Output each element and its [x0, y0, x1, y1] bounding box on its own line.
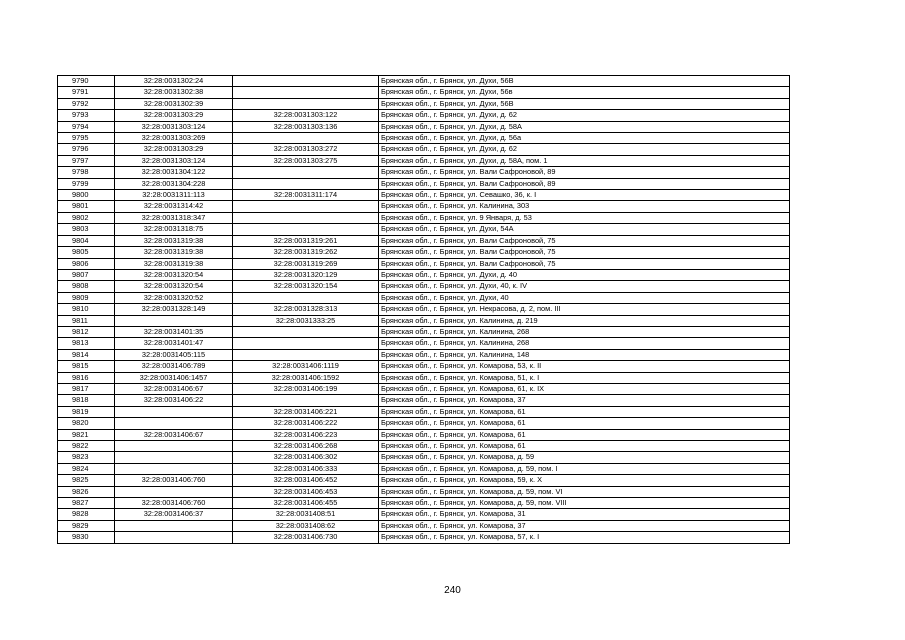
registry-table-body [58, 76, 790, 544]
object-number-cell: 32:28:0031406:333 [233, 463, 379, 474]
cadastral-number-cell: 32:28:0031406:789 [115, 361, 233, 372]
table-row [58, 258, 790, 269]
cadastral-number-cell [115, 315, 233, 326]
table-row [58, 326, 790, 337]
object-number-cell: 32:28:0031406:302 [233, 452, 379, 463]
cadastral-number-cell: 32:28:0031304:228 [115, 178, 233, 189]
object-number-cell [233, 349, 379, 360]
object-number-cell: 32:28:0031406:1592 [233, 372, 379, 383]
address-cell: Брянская обл., г. Брянск, ул. Духи, 40, к. IV [379, 281, 790, 292]
table-row [58, 178, 790, 189]
row-number-cell: 9804 [58, 235, 115, 246]
row-number-cell: 9805 [58, 247, 115, 258]
table-row [58, 76, 790, 87]
cadastral-number-cell [115, 463, 233, 474]
row-number-cell: 9828 [58, 509, 115, 520]
row-number-cell: 9790 [58, 76, 115, 87]
table-row [58, 121, 790, 132]
table-row [58, 110, 790, 121]
table-row [58, 292, 790, 303]
cadastral-number-cell: 32:28:0031304:122 [115, 167, 233, 178]
object-number-cell: 32:28:0031333:25 [233, 315, 379, 326]
object-number-cell: 32:28:0031319:269 [233, 258, 379, 269]
row-number-cell: 9822 [58, 441, 115, 452]
object-number-cell: 32:28:0031406:455 [233, 498, 379, 509]
table-row [58, 486, 790, 497]
object-number-cell: 32:28:0031320:129 [233, 269, 379, 280]
address-cell: Брянская обл., г. Брянск, ул. Комарова, 31 [379, 509, 790, 520]
row-number-cell: 9815 [58, 361, 115, 372]
table-row [58, 269, 790, 280]
table-row [58, 406, 790, 417]
address-cell: Брянская обл., г. Брянск, ул. Калинина, 303 [379, 201, 790, 212]
cadastral-number-cell: 32:28:0031401:47 [115, 338, 233, 349]
row-number-cell: 9791 [58, 87, 115, 98]
object-number-cell [233, 98, 379, 109]
address-cell: Брянская обл., г. Брянск, ул. Калинина, д. 219 [379, 315, 790, 326]
row-number-cell: 9818 [58, 395, 115, 406]
object-number-cell [233, 178, 379, 189]
address-cell: Брянская обл., г. Брянск, ул. Духи, 56В [379, 98, 790, 109]
address-cell: Брянская обл., г. Брянск, ул. Духи, 56В [379, 76, 790, 87]
cadastral-number-cell: 32:28:0031303:29 [115, 144, 233, 155]
object-number-cell [233, 224, 379, 235]
address-cell: Брянская обл., г. Брянск, ул. Духи, д. 62 [379, 110, 790, 121]
row-number-cell: 9814 [58, 349, 115, 360]
cadastral-number-cell: 32:28:0031328:149 [115, 304, 233, 315]
object-number-cell: 32:28:0031406:222 [233, 418, 379, 429]
cadastral-number-cell [115, 418, 233, 429]
row-number-cell: 9800 [58, 190, 115, 201]
address-cell: Брянская обл., г. Брянск, ул. Комарова, 59, к. X [379, 475, 790, 486]
table-row [58, 235, 790, 246]
table-row [58, 498, 790, 509]
address-cell: Брянская обл., г. Брянск, ул. Духи, 56в [379, 87, 790, 98]
table-row [58, 212, 790, 223]
object-number-cell [233, 201, 379, 212]
cadastral-number-cell: 32:28:0031320:54 [115, 269, 233, 280]
object-number-cell: 32:28:0031406:268 [233, 441, 379, 452]
object-number-cell [233, 167, 379, 178]
row-number-cell: 9801 [58, 201, 115, 212]
object-number-cell [233, 133, 379, 144]
table-row [58, 98, 790, 109]
table-row [58, 155, 790, 166]
cadastral-number-cell: 32:28:0031302:39 [115, 98, 233, 109]
registry-table [57, 75, 790, 544]
address-cell: Брянская обл., г. Брянск, ул. Комарова, д. 59, пом. VIII [379, 498, 790, 509]
address-cell: Брянская обл., г. Брянск, ул. Комарова, 57, к. I [379, 532, 790, 543]
row-number-cell: 9796 [58, 144, 115, 155]
address-cell: Брянская обл., г. Брянск, ул. Комарова, д. 59, пом. I [379, 463, 790, 474]
cadastral-number-cell: 32:28:0031406:760 [115, 498, 233, 509]
object-number-cell: 32:28:0031303:122 [233, 110, 379, 121]
cadastral-number-cell: 32:28:0031314:42 [115, 201, 233, 212]
row-number-cell: 9812 [58, 326, 115, 337]
object-number-cell [233, 292, 379, 303]
cadastral-number-cell: 32:28:0031320:52 [115, 292, 233, 303]
row-number-cell: 9823 [58, 452, 115, 463]
table-row [58, 395, 790, 406]
address-cell: Брянская обл., г. Брянск, ул. Калинина, 268 [379, 326, 790, 337]
row-number-cell: 9809 [58, 292, 115, 303]
address-cell: Брянская обл., г. Брянск, ул. Вали Сафроновой, 89 [379, 178, 790, 189]
cadastral-number-cell: 32:28:0031302:24 [115, 76, 233, 87]
cadastral-number-cell: 32:28:0031303:124 [115, 155, 233, 166]
cadastral-number-cell: 32:28:0031406:760 [115, 475, 233, 486]
address-cell: Брянская обл., г. Брянск, ул. Духи, д. 58А [379, 121, 790, 132]
address-cell: Брянская обл., г. Брянск, ул. Комарова, 53, к. II [379, 361, 790, 372]
row-number-cell: 9793 [58, 110, 115, 121]
address-cell: Брянская обл., г. Брянск, ул. Севашко, 36, к. I [379, 190, 790, 201]
table-row [58, 383, 790, 394]
object-number-cell: 32:28:0031408:62 [233, 520, 379, 531]
address-cell: Брянская обл., г. Брянск, ул. Комарова, 61 [379, 429, 790, 440]
table-row [58, 452, 790, 463]
address-cell: Брянская обл., г. Брянск, ул. Комарова, 61, к. IX [379, 383, 790, 394]
row-number-cell: 9794 [58, 121, 115, 132]
cadastral-number-cell: 32:28:0031406:37 [115, 509, 233, 520]
cadastral-number-cell: 32:28:0031320:54 [115, 281, 233, 292]
table-row [58, 338, 790, 349]
object-number-cell: 32:28:0031406:199 [233, 383, 379, 394]
table-row [58, 247, 790, 258]
cadastral-number-cell [115, 406, 233, 417]
table-row [58, 441, 790, 452]
address-cell: Брянская обл., г. Брянск, ул. Комарова, 51, к. I [379, 372, 790, 383]
address-cell: Брянская обл., г. Брянск, ул. 9 Января, д. 53 [379, 212, 790, 223]
table-row [58, 224, 790, 235]
row-number-cell: 9810 [58, 304, 115, 315]
cadastral-number-cell: 32:28:0031406:67 [115, 429, 233, 440]
object-number-cell: 32:28:0031320:154 [233, 281, 379, 292]
cadastral-number-cell [115, 486, 233, 497]
row-number-cell: 9797 [58, 155, 115, 166]
address-cell: Брянская обл., г. Брянск, ул. Вали Сафроновой, 75 [379, 235, 790, 246]
cadastral-number-cell: 32:28:0031401:35 [115, 326, 233, 337]
object-number-cell: 32:28:0031406:221 [233, 406, 379, 417]
row-number-cell: 9829 [58, 520, 115, 531]
table-row [58, 87, 790, 98]
table-row [58, 418, 790, 429]
object-number-cell: 32:28:0031406:452 [233, 475, 379, 486]
cadastral-number-cell [115, 520, 233, 531]
object-number-cell [233, 76, 379, 87]
object-number-cell [233, 338, 379, 349]
address-cell: Брянская обл., г. Брянск, ул. Вали Сафроновой, 75 [379, 258, 790, 269]
table-row [58, 372, 790, 383]
object-number-cell: 32:28:0031303:136 [233, 121, 379, 132]
object-number-cell: 32:28:0031311:174 [233, 190, 379, 201]
address-cell: Брянская обл., г. Брянск, ул. Калинина, 268 [379, 338, 790, 349]
cadastral-number-cell: 32:28:0031406:1457 [115, 372, 233, 383]
table-row [58, 429, 790, 440]
cadastral-number-cell: 32:28:0031303:29 [115, 110, 233, 121]
row-number-cell: 9816 [58, 372, 115, 383]
cadastral-number-cell [115, 532, 233, 543]
object-number-cell: 32:28:0031303:275 [233, 155, 379, 166]
address-cell: Брянская обл., г. Брянск, ул. Духи, д. 58А, пом. 1 [379, 155, 790, 166]
row-number-cell: 9817 [58, 383, 115, 394]
address-cell: Брянская обл., г. Брянск, ул. Комарова, 37 [379, 395, 790, 406]
table-row [58, 361, 790, 372]
row-number-cell: 9806 [58, 258, 115, 269]
row-number-cell: 9824 [58, 463, 115, 474]
table-row [58, 349, 790, 360]
row-number-cell: 9821 [58, 429, 115, 440]
row-number-cell: 9811 [58, 315, 115, 326]
row-number-cell: 9827 [58, 498, 115, 509]
address-cell: Брянская обл., г. Брянск, ул. Комарова, 37 [379, 520, 790, 531]
cadastral-number-cell: 32:28:0031319:38 [115, 258, 233, 269]
cadastral-number-cell: 32:28:0031311:113 [115, 190, 233, 201]
object-number-cell [233, 87, 379, 98]
address-cell: Брянская обл., г. Брянск, ул. Духи, д. 56а [379, 133, 790, 144]
row-number-cell: 9819 [58, 406, 115, 417]
table-row [58, 304, 790, 315]
row-number-cell: 9798 [58, 167, 115, 178]
table-row [58, 201, 790, 212]
cadastral-number-cell: 32:28:0031406:22 [115, 395, 233, 406]
address-cell: Брянская обл., г. Брянск, ул. Духи, д. 40 [379, 269, 790, 280]
row-number-cell: 9795 [58, 133, 115, 144]
table-row [58, 532, 790, 543]
row-number-cell: 9813 [58, 338, 115, 349]
address-cell: Брянская обл., г. Брянск, ул. Комарова, 61 [379, 441, 790, 452]
table-row [58, 281, 790, 292]
object-number-cell: 32:28:0031406:1119 [233, 361, 379, 372]
row-number-cell: 9826 [58, 486, 115, 497]
object-number-cell: 32:28:0031408:51 [233, 509, 379, 520]
object-number-cell: 32:28:0031406:223 [233, 429, 379, 440]
address-cell: Брянская обл., г. Брянск, ул. Комарова, 61 [379, 406, 790, 417]
row-number-cell: 9820 [58, 418, 115, 429]
address-cell: Брянская обл., г. Брянск, ул. Комарова, д. 59, пом. VI [379, 486, 790, 497]
address-cell: Брянская обл., г. Брянск, ул. Вали Сафроновой, 89 [379, 167, 790, 178]
table-row [58, 463, 790, 474]
cadastral-number-cell: 32:28:0031318:347 [115, 212, 233, 223]
object-number-cell [233, 395, 379, 406]
table-row [58, 133, 790, 144]
object-number-cell: 32:28:0031406:730 [233, 532, 379, 543]
table-row [58, 509, 790, 520]
object-number-cell [233, 212, 379, 223]
object-number-cell [233, 326, 379, 337]
object-number-cell: 32:28:0031319:262 [233, 247, 379, 258]
row-number-cell: 9792 [58, 98, 115, 109]
object-number-cell: 32:28:0031406:453 [233, 486, 379, 497]
cadastral-number-cell: 32:28:0031406:67 [115, 383, 233, 394]
address-cell: Брянская обл., г. Брянск, ул. Духи, 40 [379, 292, 790, 303]
row-number-cell: 9799 [58, 178, 115, 189]
table-row [58, 190, 790, 201]
cadastral-number-cell: 32:28:0031319:38 [115, 235, 233, 246]
table-row [58, 315, 790, 326]
address-cell: Брянская обл., г. Брянск, ул. Духи, д. 62 [379, 144, 790, 155]
row-number-cell: 9830 [58, 532, 115, 543]
row-number-cell: 9825 [58, 475, 115, 486]
address-cell: Брянская обл., г. Брянск, ул. Калинина, 148 [379, 349, 790, 360]
row-number-cell: 9803 [58, 224, 115, 235]
cadastral-number-cell: 32:28:0031319:38 [115, 247, 233, 258]
address-cell: Брянская обл., г. Брянск, ул. Комарова, д. 59 [379, 452, 790, 463]
cadastral-number-cell [115, 452, 233, 463]
address-cell: Брянская обл., г. Брянск, ул. Комарова, 61 [379, 418, 790, 429]
address-cell: Брянская обл., г. Брянск, ул. Вали Сафроновой, 75 [379, 247, 790, 258]
table-row [58, 167, 790, 178]
cadastral-number-cell [115, 441, 233, 452]
cadastral-number-cell: 32:28:0031405:115 [115, 349, 233, 360]
table-row [58, 520, 790, 531]
table-row [58, 475, 790, 486]
address-cell: Брянская обл., г. Брянск, ул. Духи, 54А [379, 224, 790, 235]
cadastral-number-cell: 32:28:0031302:38 [115, 87, 233, 98]
address-cell: Брянская обл., г. Брянск, ул. Некрасова, д. 2, пом. III [379, 304, 790, 315]
row-number-cell: 9802 [58, 212, 115, 223]
object-number-cell: 32:28:0031303:272 [233, 144, 379, 155]
table-row [58, 144, 790, 155]
object-number-cell: 32:28:0031319:261 [233, 235, 379, 246]
cadastral-number-cell: 32:28:0031303:124 [115, 121, 233, 132]
row-number-cell: 9808 [58, 281, 115, 292]
page-number: 240 [444, 585, 461, 596]
cadastral-number-cell: 32:28:0031303:269 [115, 133, 233, 144]
object-number-cell: 32:28:0031328:313 [233, 304, 379, 315]
cadastral-number-cell: 32:28:0031318:75 [115, 224, 233, 235]
row-number-cell: 9807 [58, 269, 115, 280]
